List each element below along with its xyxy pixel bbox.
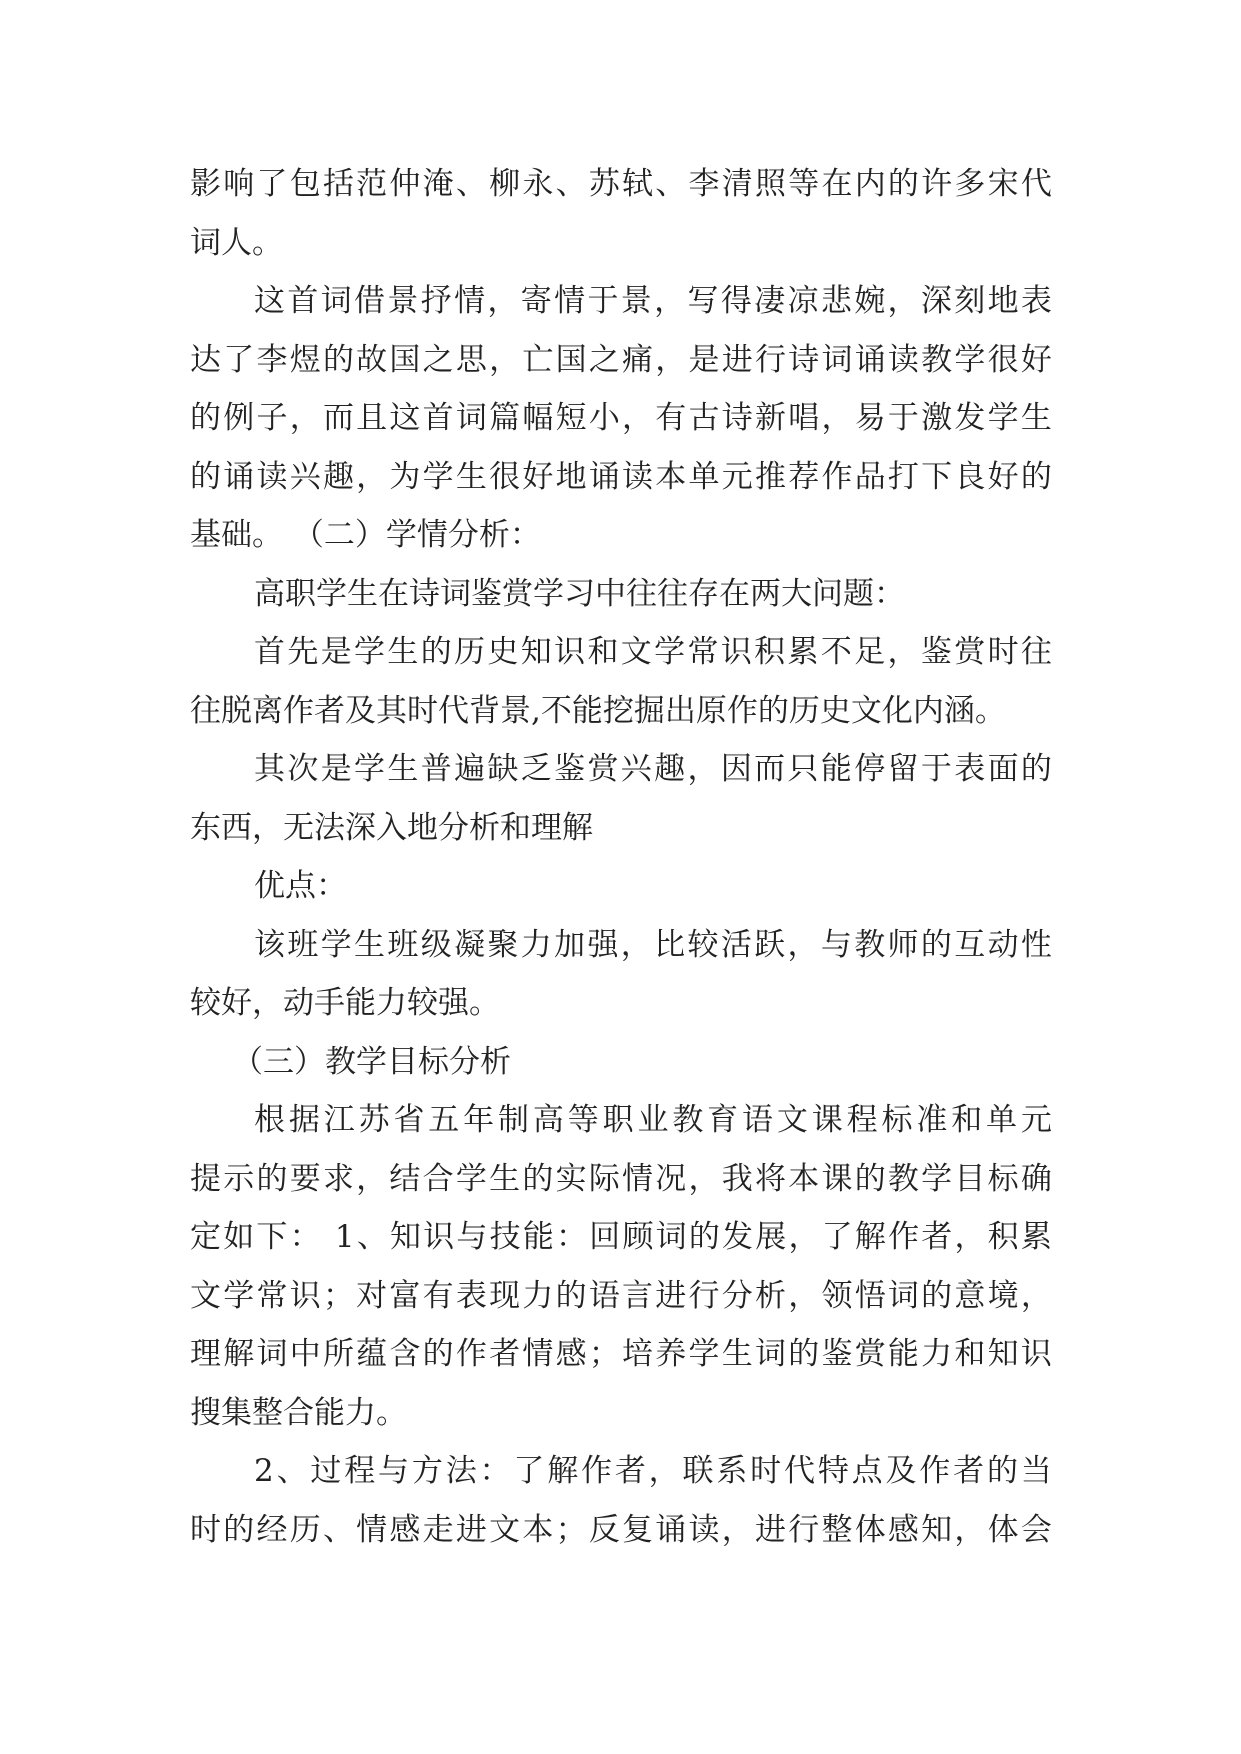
text-line: 词人。 [190,224,283,261]
text-line: 理 解 词 中 所 蕴 含 的 作 者 情 感 ； 培 养 学 生 词 的 鉴 赏 能 力 和 知 识 [190,1336,1052,1372]
section-heading-line: 基础。 （二）学情分析： [190,517,541,553]
text-line: 该 班 学 生 班 级 凝 聚 力 加 强 ， 比 较 活 跃 ， 与 教 师 的 互 动 性 [254,926,1052,963]
text-line: 时 的 经 历 、 情 感 走 进 文 本 ； 反 复 诵 读 ， 进 行 整 体 感 知 ， 体 会 [190,1511,1052,1548]
text-line: 优点： [254,868,347,904]
text-line: 文 学 常 识 ； 对 富 有 表 现 力 的 语 言 进 行 分 析 ， 领 悟 词 的 意 境 ， [190,1277,1052,1314]
text-line: 根 据 江 苏 省 五 年 制 高 等 职 业 教 育 语 文 课 程 标 准 和 单 元 [254,1102,1052,1138]
text-line: 东西，无法深入地分析和理解 [190,809,593,846]
text-line: 高职学生在诗词鉴赏学习中往往存在两大问题： [254,575,905,612]
text-line: 搜集整合能力。 [190,1394,407,1431]
text-line: 的 例 子 ， 而 且 这 首 词 篇 幅 短 小 ， 有 古 诗 新 唱 ， 易 于 激 发 学 生 [190,400,1052,436]
text-line: 的 诵 读 兴 趣 ， 为 学 生 很 好 地 诵 读 本 单 元 推 荐 作 品 打 下 良 好 的 [190,458,1052,495]
text-line: 2 、 过 程 与 方 法 ： 了 解 作 者 ， 联 系 时 代 特 点 及 作 者 的 当 [254,1453,1052,1489]
text-line: 首 先 是 学 生 的 历 史 知 识 和 文 学 常 识 积 累 不 足 ， 鉴 赏 时 往 [254,634,1052,670]
text-line: 往脱离作者及其时代背景,不能挖掘出原作的历史文化内涵。 [190,692,1006,729]
text-line: 定 如 下 ： 1 、 知 识 与 技 能 ： 回 顾 词 的 发 展 ， 了 解 作 者 ， 积 累 [190,1219,1052,1255]
text-line: 提 示 的 要 求 ， 结 合 学 生 的 实 际 情 况 ， 我 将 本 课 的 教 学 目 标 确 [190,1160,1052,1197]
document-body [190,155,1052,1559]
text-line: 达 了 李 煜 的 故 国 之 思 ， 亡 国 之 痛 ， 是 进 行 诗 词 诵 读 教 学 很 好 [190,341,1052,378]
text-line: 较好，动手能力较强。 [190,985,500,1021]
text-line: 其 次 是 学 生 普 遍 缺 乏 鉴 赏 兴 趣 ， 因 而 只 能 停 留 于 表 面 的 [254,751,1052,787]
text-line: 影 响 了 包 括 范 仲 淹 、 柳 永 、 苏 轼 、 李 清 照 等 在 内 的 许 多 宋 代 [190,166,1052,202]
section-heading: （三）教学目标分析 [232,1043,511,1080]
text-line: 这 首 词 借 景 抒 情 ， 寄 情 于 景 ， 写 得 凄 凉 悲 婉 ， 深 刻 地 表 [254,283,1052,319]
